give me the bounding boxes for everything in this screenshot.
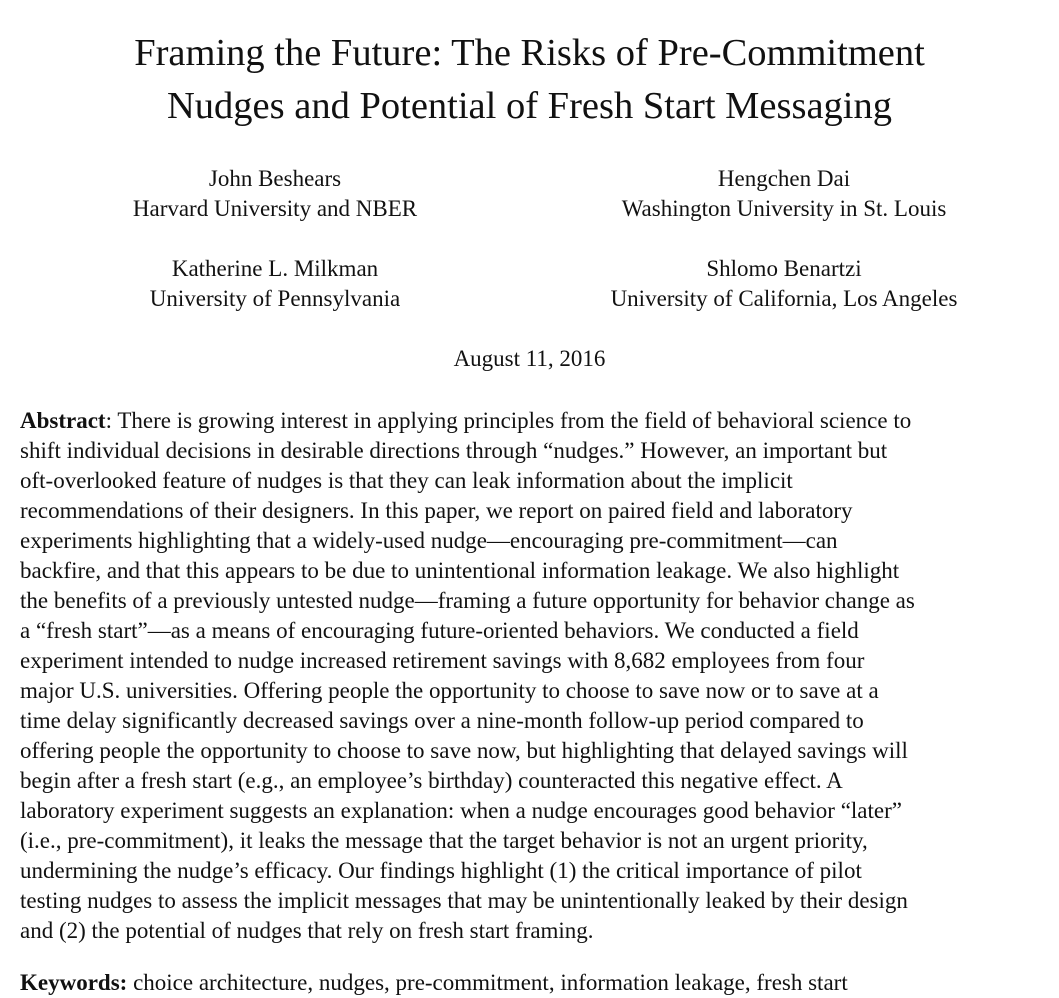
author-name: John Beshears: [208, 166, 342, 191]
abstract-line: the benefits of a previously untested nudge—framing a future opportunity for behavior change as: [20, 588, 915, 613]
abstract-line: experiments highlighting that a widely-used nudge—encouraging pre-commitment—can: [20, 528, 838, 553]
abstract-line: testing nudges to assess the implicit messages that may be unintentionally leaked by their design: [20, 888, 908, 913]
abstract-line: (i.e., pre-commitment), it leaks the message that the target behavior is not an urgent priority,: [20, 828, 868, 853]
author-block: [75, 164, 475, 224]
abstract-line: experiment intended to nudge increased retirement savings with 8,682 employees from four: [20, 648, 865, 673]
abstract-line: [20, 406, 1045, 436]
abstract-label: Abstract: [20, 408, 106, 433]
author-block: [574, 254, 994, 314]
abstract-line: begin after a fresh start (e.g., an employee’s birthday) counteracted this negative effect. A: [20, 768, 843, 793]
author-affiliation: Harvard University and NBER: [132, 196, 418, 221]
title-line: Framing the Future: The Risks of Pre-Commitment: [134, 32, 925, 74]
paper-date: August 11, 2016: [453, 346, 606, 371]
abstract: [20, 406, 1045, 946]
abstract-line: a “fresh start”—as a means of encouraging future-oriented behaviors. We conducted a field: [20, 618, 859, 643]
abstract-line: backfire, and that this appears to be due to unintentional information leakage. We also highlight: [20, 558, 900, 583]
abstract-text: : There is growing interest in applying principles from the field of behavioral science to: [105, 408, 912, 433]
paper-title: [0, 27, 1059, 133]
abstract-line: major U.S. universities. Offering people the opportunity to choose to save now or to save at a: [20, 678, 879, 703]
abstract-line: time delay significantly decreased savings over a nine-month follow-up period compared to: [20, 708, 864, 733]
author-affiliation: University of Pennsylvania: [149, 286, 401, 311]
author-name: Shlomo Benartzi: [706, 256, 862, 281]
author-block: [75, 254, 475, 314]
title-line: Nudges and Potential of Fresh Start Messaging: [167, 85, 892, 127]
keywords-label: Keywords:: [20, 970, 128, 995]
abstract-line: offering people the opportunity to choose to save now, but highlighting that delayed savings will: [20, 738, 908, 763]
abstract-line: laboratory experiment suggests an explanation: when a nudge encourages good behavior “later”: [20, 798, 902, 823]
keywords: [20, 968, 1045, 998]
abstract-line: and (2) the potential of nudges that rely on fresh start framing.: [20, 918, 594, 943]
author-affiliation: Washington University in St. Louis: [621, 196, 947, 221]
abstract-line: oft-overlooked feature of nudges is that they can leak information about the implicit: [20, 468, 793, 493]
abstract-line: recommendations of their designers. In this paper, we report on paired field and laboratory: [20, 498, 853, 523]
author-name: Katherine L. Milkman: [171, 256, 379, 281]
author-name: Hengchen Dai: [717, 166, 851, 191]
keywords-text: choice architecture, nudges, pre-commitment, information leakage, fresh start: [127, 970, 848, 995]
author-block: [574, 164, 994, 224]
author-affiliation: University of California, Los Angeles: [610, 286, 958, 311]
abstract-line: shift individual decisions in desirable directions through “nudges.” However, an important but: [20, 438, 888, 463]
abstract-line: undermining the nudge’s efficacy. Our findings highlight (1) the critical importance of pilot: [20, 858, 862, 883]
